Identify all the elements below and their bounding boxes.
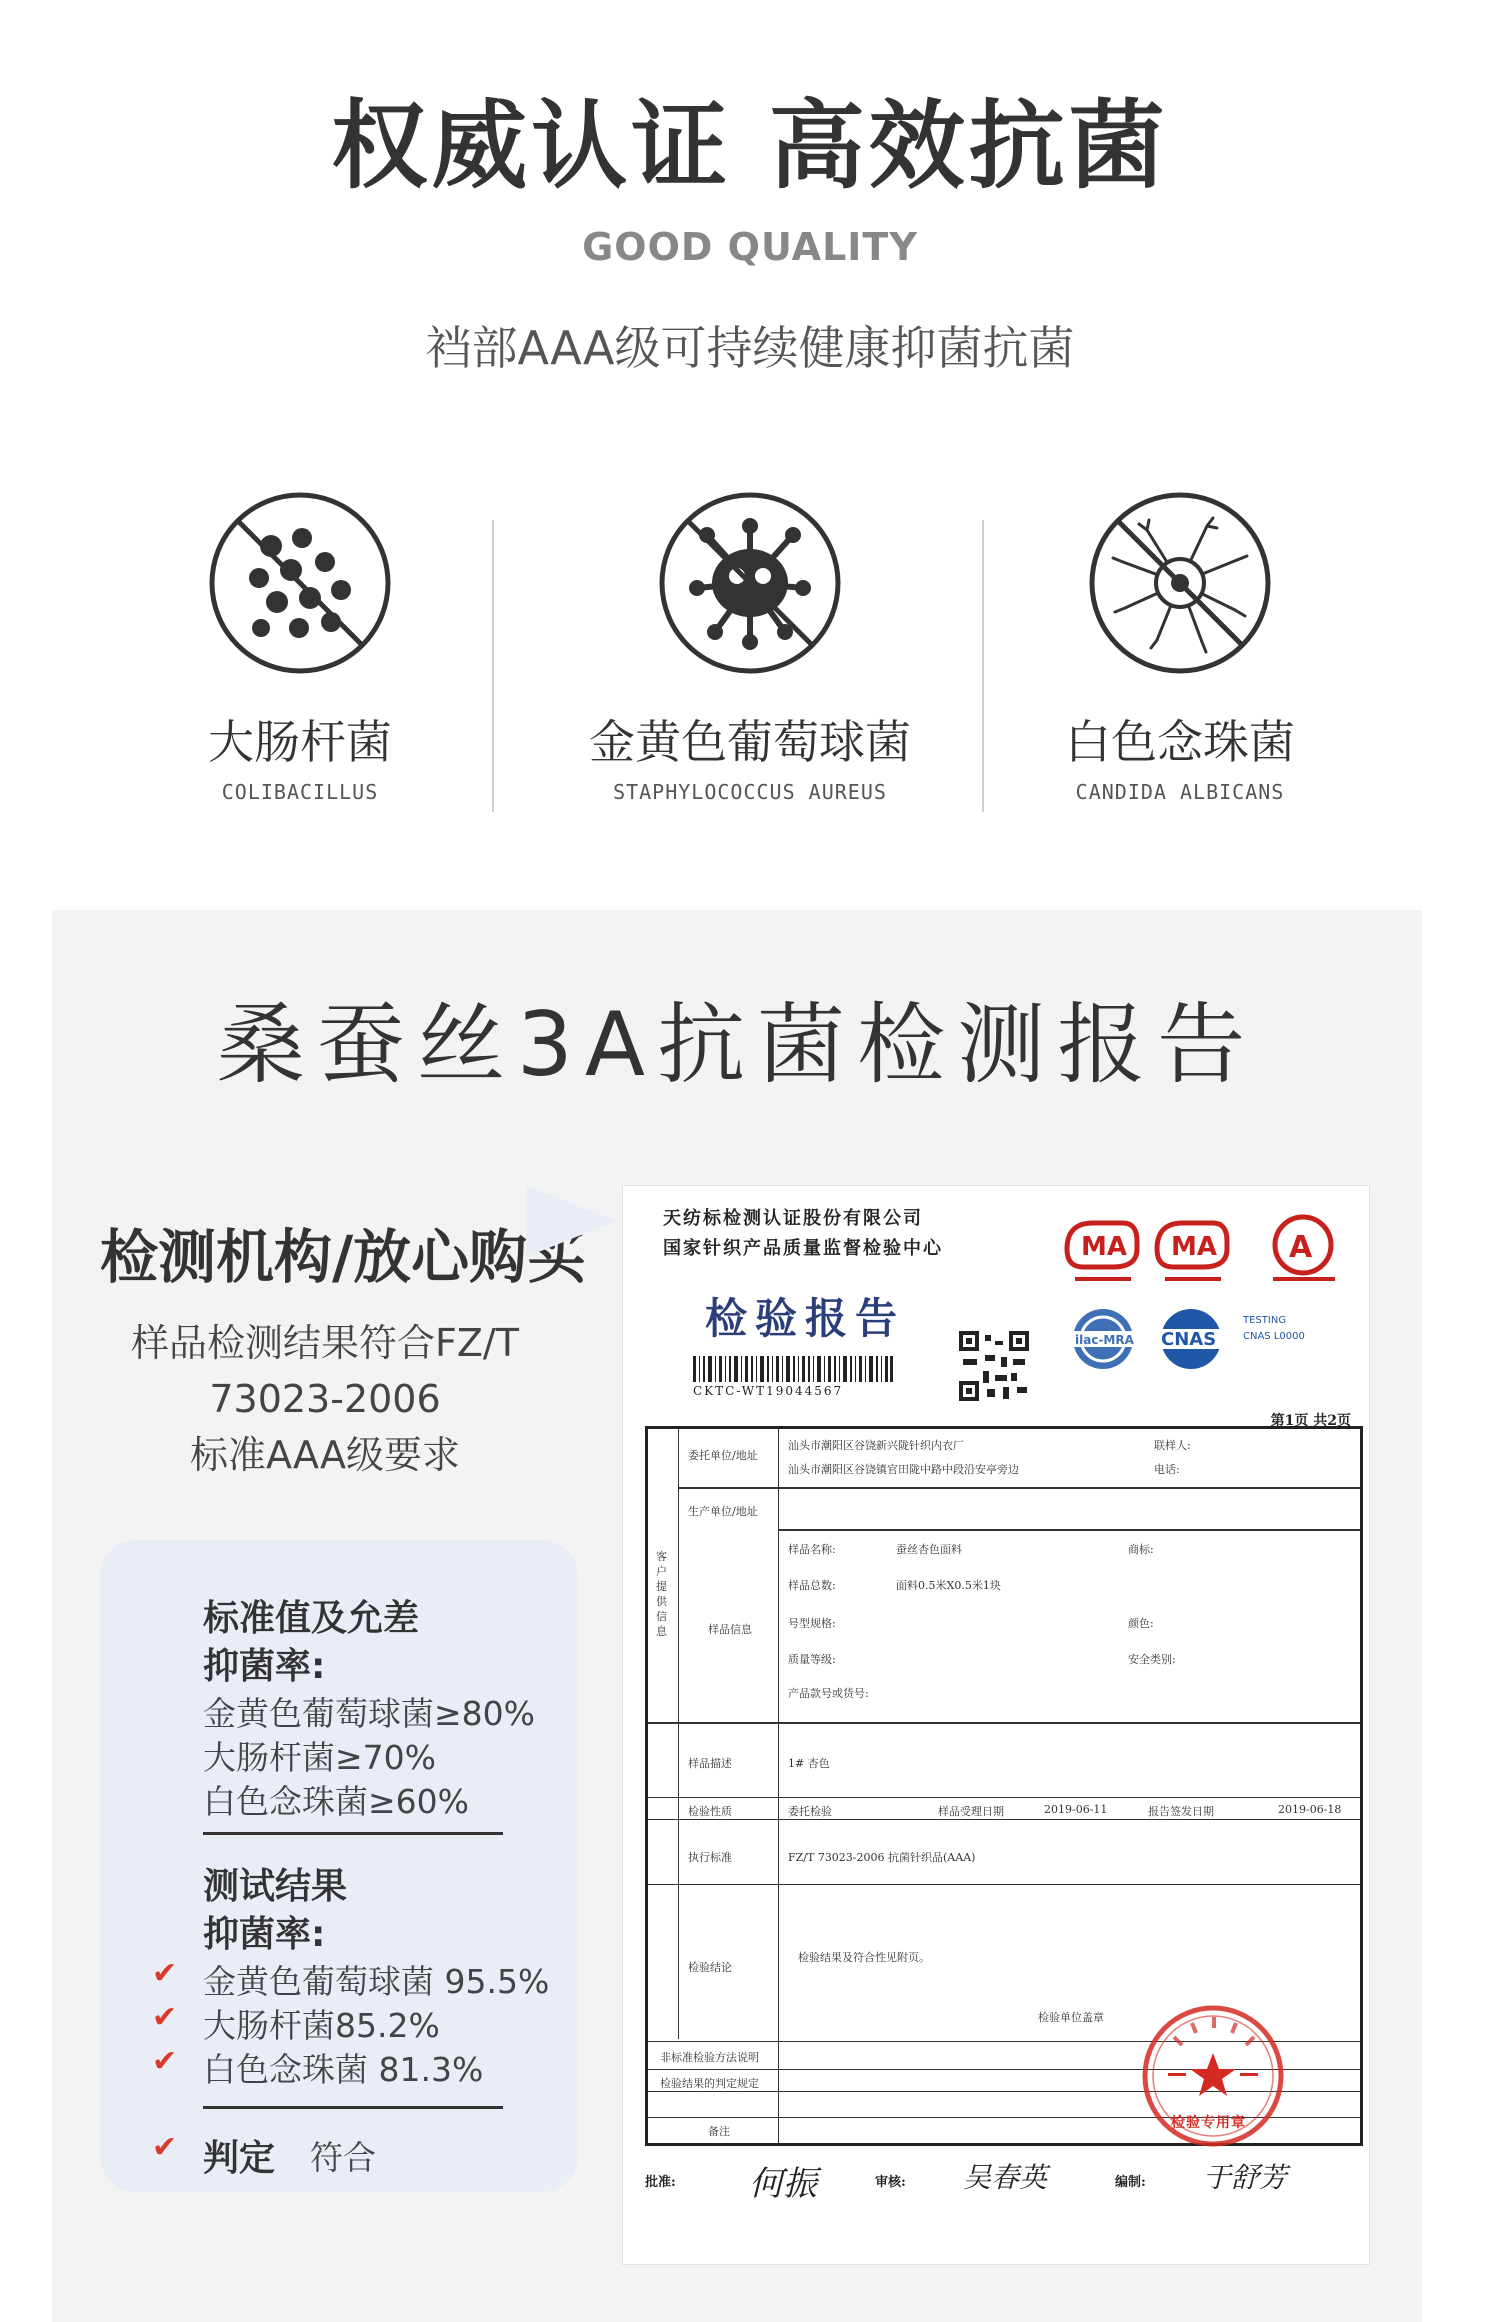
- contact-label: 联样人:: [1154, 1439, 1191, 1452]
- client-value: 汕头市潮阳区谷饶新兴陇针织内衣厂: [788, 1439, 964, 1452]
- table-line: [678, 1487, 1360, 1489]
- bacteria-item-ecoli: [80, 490, 520, 804]
- result-description: [100, 1315, 550, 1483]
- test-type-value: 委托检验: [788, 1805, 832, 1818]
- svg-text:CNAS: CNAS: [1161, 1329, 1217, 1350]
- remark-label: 备注: [708, 2125, 730, 2138]
- standard-heading: 标准值及允差: [203, 1598, 420, 1639]
- phone-label: 电话:: [1154, 1463, 1180, 1476]
- agency-title: 检测机构/放心购买: [100, 1223, 586, 1291]
- standard-item: 白色念珠菌≥60%: [203, 1782, 469, 1821]
- grade-label: 质量等级:: [788, 1653, 836, 1666]
- cert-code: CKTC-WT19044567: [693, 1384, 844, 1398]
- test-type-label: 检验性质: [688, 1805, 732, 1818]
- verdict-label: 判定: [203, 2138, 276, 2179]
- issue-date-label: 报告签发日期: [1148, 1805, 1214, 1818]
- standard-rate-label: 抑菌率:: [203, 1646, 326, 1687]
- table-line: [648, 1819, 1360, 1820]
- sample-qty-value: 面料0.5米X0.5米1块: [896, 1579, 1001, 1592]
- conclusion-label: 检验结论: [688, 1961, 732, 1974]
- page-headline: 权威认证 高效抗菌: [331, 90, 1169, 202]
- review-signature: 吴春英: [963, 2161, 1048, 2194]
- result-desc-line: 73023-2006: [209, 1377, 441, 1421]
- standard-item: 金黄色葡萄球菌≥80%: [203, 1694, 535, 1733]
- svg-text:ilac-MRA: ilac-MRA: [1075, 1333, 1134, 1347]
- test-certificate: [622, 1185, 1370, 2265]
- qr-code-icon: [959, 1331, 1029, 1401]
- product-no-label: 产品款号或货号:: [788, 1687, 869, 1700]
- producer-label: 生产单位/地址: [688, 1505, 758, 1518]
- svg-text:CNAS L0000: CNAS L0000: [1243, 1331, 1305, 1342]
- brand-label: 商标:: [1128, 1543, 1154, 1556]
- bacteria-name-cn: 白色念珠菌: [1065, 715, 1295, 769]
- accreditation-logos-icon: [1063, 1211, 1363, 1411]
- receive-date-value: 2019-06-11: [1044, 1803, 1108, 1816]
- section-rule: [203, 1832, 503, 1835]
- client-label: 委托单位/地址: [688, 1449, 758, 1462]
- sample-name-label: 样品名称:: [788, 1543, 836, 1556]
- sample-desc-label: 样品描述: [688, 1757, 732, 1770]
- result-desc-line: 标准AAA级要求: [189, 1433, 461, 1477]
- svg-text:TESTING: TESTING: [1243, 1315, 1287, 1326]
- section-rule: [203, 2106, 503, 2109]
- table-line: [648, 1722, 1360, 1724]
- compile-label: 编制:: [1115, 2175, 1146, 2190]
- cert-company-line2: 国家针织产品质量监督检验中心: [663, 1238, 943, 1259]
- bacteria-name-en: CANDIDA ALBICANS: [1075, 780, 1285, 804]
- divider: [492, 520, 494, 812]
- test-rate-label: 抑菌率:: [203, 1914, 326, 1955]
- issue-date-value: 2019-06-18: [1278, 1803, 1342, 1816]
- standard-value: FZ/T 73023-2006 抗菌针织品(AAA): [788, 1851, 976, 1864]
- standard-label: 执行标准: [688, 1851, 732, 1864]
- bacteria-name-cn: 金黄色葡萄球菌: [589, 715, 911, 769]
- table-line: [648, 1797, 1360, 1798]
- test-item: 白色念珠菌 81.3%: [203, 2050, 484, 2089]
- bacteria-item-candida: [960, 490, 1400, 804]
- receive-date-label: 样品受理日期: [938, 1805, 1004, 1818]
- cert-doc-title: 检验报告: [705, 1294, 906, 1343]
- verdict-value: 符合: [310, 2138, 376, 2177]
- stamp-label: 检验单位盖章: [1038, 2011, 1104, 2024]
- report-title: 桑蚕丝3A抗菌检测报告: [216, 993, 1258, 1096]
- sample-qty-label: 样品总数:: [788, 1579, 836, 1592]
- result-desc-line: 样品检测结果符合FZ/T: [131, 1321, 519, 1365]
- bacteria-name-cn: 大肠杆菌: [208, 715, 392, 769]
- cert-company-line1: 天纺标检测认证股份有限公司: [663, 1208, 923, 1229]
- bacteria-name-en: COLIBACILLUS: [221, 780, 379, 804]
- client-address: 汕头市潮阳区谷饶镇官田陇中路中段沿安亭旁边: [788, 1463, 1019, 1476]
- subtitle-cn: 裆部AAA级可持续健康抑菌抗菌: [425, 321, 1075, 375]
- sample-name-value: 蚕丝杏色面料: [896, 1543, 962, 1556]
- conclusion-value: 检验结果及符合性见附页。: [798, 1951, 930, 1964]
- safety-label: 安全类别:: [1128, 1653, 1176, 1666]
- sample-info-label: 样品信息: [708, 1623, 752, 1636]
- bacteria-name-en: STAPHYLOCOCCUS AUREUS: [613, 780, 887, 804]
- model-label: 号型规格:: [788, 1617, 836, 1630]
- approve-signature: 何振: [749, 2164, 817, 2204]
- bacteria-item-staph: [530, 490, 970, 804]
- barcode-icon: [693, 1356, 893, 1382]
- approve-label: 批准:: [645, 2175, 676, 2190]
- staph-crossed-icon: [657, 490, 843, 676]
- check-icon: ✔: [152, 2130, 178, 2165]
- table-line: [648, 1884, 1360, 1885]
- cert-page-label: 第1页 共2页: [1270, 1413, 1351, 1429]
- bacteria-row: [0, 490, 1500, 820]
- compile-signature: 于舒芳: [1203, 2161, 1288, 2194]
- check-icon: ✔: [152, 2044, 178, 2079]
- candida-crossed-icon: [1087, 490, 1273, 676]
- table-line: [678, 1429, 679, 2039]
- judge-label: 检验结果的判定规定: [660, 2077, 759, 2090]
- ecoli-crossed-icon: [207, 490, 393, 676]
- check-icon: ✔: [152, 1956, 178, 1991]
- svg-text:MA: MA: [1171, 1232, 1217, 1262]
- seal-text: 检验专用章: [1171, 2115, 1246, 2131]
- color-label: 颜色:: [1128, 1617, 1154, 1630]
- result-callout: [100, 1540, 578, 2192]
- subtitle-en: GOOD QUALITY: [582, 225, 918, 269]
- table-line: [778, 1529, 1360, 1531]
- test-heading: 测试结果: [203, 1866, 348, 1907]
- standard-item: 大肠杆菌≥70%: [203, 1738, 436, 1777]
- check-icon: ✔: [152, 2000, 178, 2035]
- side-label: 客户提供信息: [656, 1550, 667, 1638]
- test-item: 大肠杆菌85.2%: [203, 2006, 440, 2045]
- svg-text:MA: MA: [1081, 1232, 1127, 1262]
- review-label: 审核:: [875, 2175, 906, 2190]
- table-line: [778, 1429, 779, 2143]
- callout-pointer: [526, 1185, 616, 1257]
- svg-text:A: A: [1289, 1230, 1313, 1265]
- test-item: 金黄色葡萄球菌 95.5%: [203, 1962, 550, 2001]
- sample-desc-value: 1# 杏色: [788, 1757, 830, 1770]
- nonstd-label: 非标准检验方法说明: [660, 2051, 759, 2064]
